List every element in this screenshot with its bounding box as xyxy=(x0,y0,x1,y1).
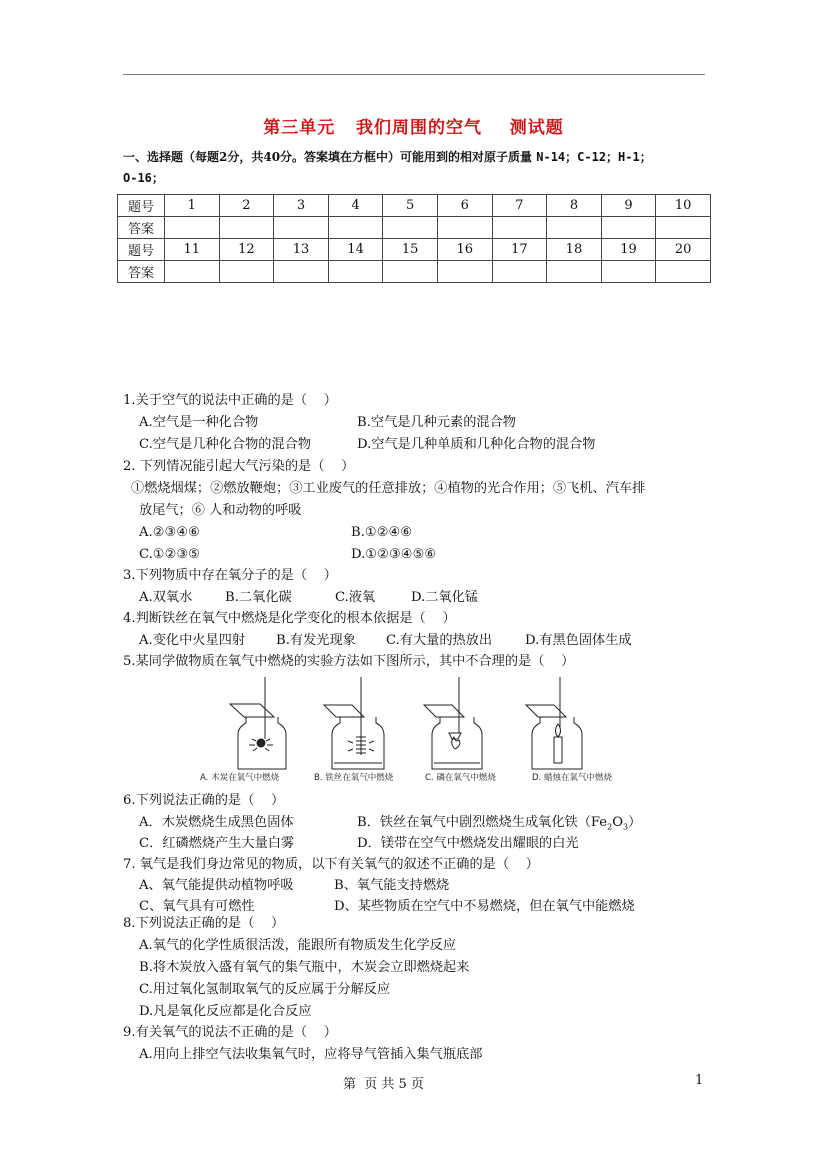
question-6-option-d: D．镁带在空气中燃烧发出耀眼的白光 xyxy=(357,836,579,851)
answer-cell[interactable] xyxy=(547,261,602,283)
page-footer: 第 页 共 5 页 xyxy=(343,1077,424,1092)
question-1-option-a: A.空气是一种化合物 xyxy=(139,415,259,430)
page-title: 第三单元 我们周围的空气 测试题 xyxy=(263,118,564,138)
table-row xyxy=(118,239,711,261)
table-cell: 题号 xyxy=(118,239,165,261)
answer-cell[interactable] xyxy=(274,217,329,239)
table-cell: 18 xyxy=(547,239,602,261)
table-cell: 答案 xyxy=(118,261,165,283)
question-2-stem: 2. 下列情况能引起大气污染的是（ ） xyxy=(123,459,355,474)
question-7-option-d: D、某些物质在空气中不易燃烧，但在氧气中能燃烧 xyxy=(334,899,635,914)
header-rule xyxy=(123,74,705,75)
question-1-stem: 1.关于空气的说法中正确的是（ ） xyxy=(123,393,337,408)
question-8-option-d: D.凡是氧化反应都是化合反应 xyxy=(139,1004,312,1019)
table-cell: 16 xyxy=(437,239,492,261)
question-2-line-2: 放尾气；⑥ 人和动物的呼吸 xyxy=(139,503,302,518)
option-b-text: O xyxy=(612,815,624,830)
answer-cell[interactable] xyxy=(328,217,383,239)
question-4-option-c: C.有大量的热放出 xyxy=(386,633,493,648)
question-8-stem: 8.下列说法正确的是（ ） xyxy=(123,916,285,931)
table-cell: 3 xyxy=(274,195,329,217)
table-cell: 4 xyxy=(328,195,383,217)
question-9-stem: 9.有关氧气的说法不正确的是（ ） xyxy=(123,1025,337,1040)
answer-cell[interactable] xyxy=(656,261,711,283)
table-cell: 答案 xyxy=(118,217,165,239)
question-1-option-c: C.空气是几种化合物的混合物 xyxy=(139,437,312,452)
answer-cell[interactable] xyxy=(328,261,383,283)
answer-cell[interactable] xyxy=(601,261,656,283)
option-b-text: B．铁丝在氧气中剧烈燃烧生成氧化铁（Fe xyxy=(357,815,608,830)
table-row xyxy=(118,217,711,239)
answer-cell[interactable] xyxy=(656,217,711,239)
question-1-option-b: B.空气是几种元素的混合物 xyxy=(357,415,516,430)
question-1-option-d: D.空气是几种单质和几种化合物的混合物 xyxy=(357,437,596,452)
question-8-option-a: A.氧气的化学性质很活泼，能跟所有物质发生化学反应 xyxy=(139,938,457,953)
table-cell: 15 xyxy=(383,239,438,261)
table-cell: 10 xyxy=(656,195,711,217)
answer-cell[interactable] xyxy=(437,217,492,239)
jar-b-iron-wire-icon xyxy=(324,677,384,769)
caption-b: B. 铁丝在氧气中燃烧 xyxy=(314,773,394,783)
question-4-option-d: D.有黑色固体生成 xyxy=(525,633,632,648)
table-cell: 17 xyxy=(492,239,547,261)
question-6-stem: 6.下列说法正确的是（ ） xyxy=(123,793,285,808)
question-5-stem: 5.某同学做物质在氧气中燃烧的实验方法如下图所示，其中不合理的是（ ） xyxy=(123,654,575,669)
table-cell: 8 xyxy=(547,195,602,217)
subscript: 3 xyxy=(623,822,629,832)
answer-cell[interactable] xyxy=(492,261,547,283)
answer-cell[interactable] xyxy=(383,217,438,239)
answer-cell[interactable] xyxy=(492,217,547,239)
question-2-option-d: D.①②③④⑤⑥ xyxy=(351,547,437,562)
table-cell: 5 xyxy=(383,195,438,217)
section-heading-text: 一、选择题（每题2分，共40分。答案填在方框中）可能用到的相对原子质量 xyxy=(123,150,533,164)
answer-cell[interactable] xyxy=(547,217,602,239)
caption-a: A. 木炭在氧气中燃烧 xyxy=(200,773,280,783)
question-8-option-c: C.用过氧化氢制取氧气的反应属于分解反应 xyxy=(139,982,391,997)
atomic-masses-1: N-14；C-12；H-1； xyxy=(536,150,652,164)
section-heading xyxy=(123,147,708,189)
page-number: 1 xyxy=(695,1073,704,1088)
table-row xyxy=(118,261,711,283)
question-3-option-b: B.二氧化碳 xyxy=(225,590,292,605)
table-cell: 1 xyxy=(165,195,220,217)
option-b-text: ） xyxy=(628,815,642,830)
answer-cell[interactable] xyxy=(219,217,274,239)
answer-cell[interactable] xyxy=(383,261,438,283)
combustion-experiment-figure xyxy=(200,677,628,789)
jar-a-charcoal-icon xyxy=(230,677,286,769)
question-2-option-b: B.①②④⑥ xyxy=(351,525,413,540)
jar-c-phosphorus-icon xyxy=(424,677,482,769)
table-cell: 6 xyxy=(437,195,492,217)
jar-d-candle-icon xyxy=(526,677,582,769)
question-4-option-a: A.变化中火星四射 xyxy=(139,633,246,648)
caption-d: D. 蜡烛在氧气中燃烧 xyxy=(532,773,612,783)
question-4-stem: 4.判断铁丝在氧气中燃烧是化学变化的根本依据是（ ） xyxy=(123,611,456,626)
table-cell: 12 xyxy=(219,239,274,261)
caption-c: C. 磷在氧气中燃烧 xyxy=(425,773,496,783)
question-4-option-b: B.有发光现象 xyxy=(276,633,356,648)
question-7-option-a: A、氧气能提供动植物呼吸 xyxy=(139,878,294,893)
question-6-option-a: A．木炭燃烧生成黑色固体 xyxy=(139,815,294,830)
question-9-option-a: A.用向上排空气法收集氧气时，应将导气管插入集气瓶底部 xyxy=(139,1047,483,1062)
answer-table xyxy=(117,194,711,283)
question-7-option-c: C、氧气具有可燃性 xyxy=(139,899,255,914)
question-8-option-b: B.将木炭放入盛有氧气的集气瓶中，木炭会立即燃烧起来 xyxy=(139,960,470,975)
table-cell: 13 xyxy=(274,239,329,261)
question-2-option-a: A.②③④⑥ xyxy=(139,525,201,540)
answer-cell[interactable] xyxy=(165,217,220,239)
answer-cell[interactable] xyxy=(437,261,492,283)
question-3-option-d: D.二氧化锰 xyxy=(411,590,479,605)
atomic-masses-2: O-16； xyxy=(123,171,164,185)
question-3-stem: 3.下列物质中存在氧分子的是（ ） xyxy=(123,568,337,583)
question-7-stem: 7. 氧气是我们身边常见的物质，以下有关氧气的叙述不正确的是（ ） xyxy=(123,857,539,872)
question-7-option-b: B、氧气能支持燃烧 xyxy=(334,878,450,893)
question-6-option-c: C．红磷燃烧产生大量白雾 xyxy=(139,836,295,851)
table-row xyxy=(118,195,711,217)
question-2-line-1: ①燃烧烟煤；②燃放鞭炮；③工业废气的任意排放；④植物的光合作用；⑤飞机、汽车排 xyxy=(131,481,646,496)
table-cell: 19 xyxy=(601,239,656,261)
question-3-option-c: C.液氧 xyxy=(335,590,376,605)
answer-cell[interactable] xyxy=(601,217,656,239)
table-cell: 7 xyxy=(492,195,547,217)
question-2-option-c: C.①②③⑤ xyxy=(139,547,201,562)
table-cell: 9 xyxy=(601,195,656,217)
answer-cell[interactable] xyxy=(219,261,274,283)
table-cell: 20 xyxy=(656,239,711,261)
table-cell: 2 xyxy=(219,195,274,217)
answer-cell[interactable] xyxy=(165,261,220,283)
question-3-option-a: A.双氧水 xyxy=(139,590,193,605)
table-cell: 题号 xyxy=(118,195,165,217)
subscript: 2 xyxy=(607,822,613,832)
table-cell: 14 xyxy=(328,239,383,261)
answer-cell[interactable] xyxy=(274,261,329,283)
table-cell: 11 xyxy=(165,239,220,261)
